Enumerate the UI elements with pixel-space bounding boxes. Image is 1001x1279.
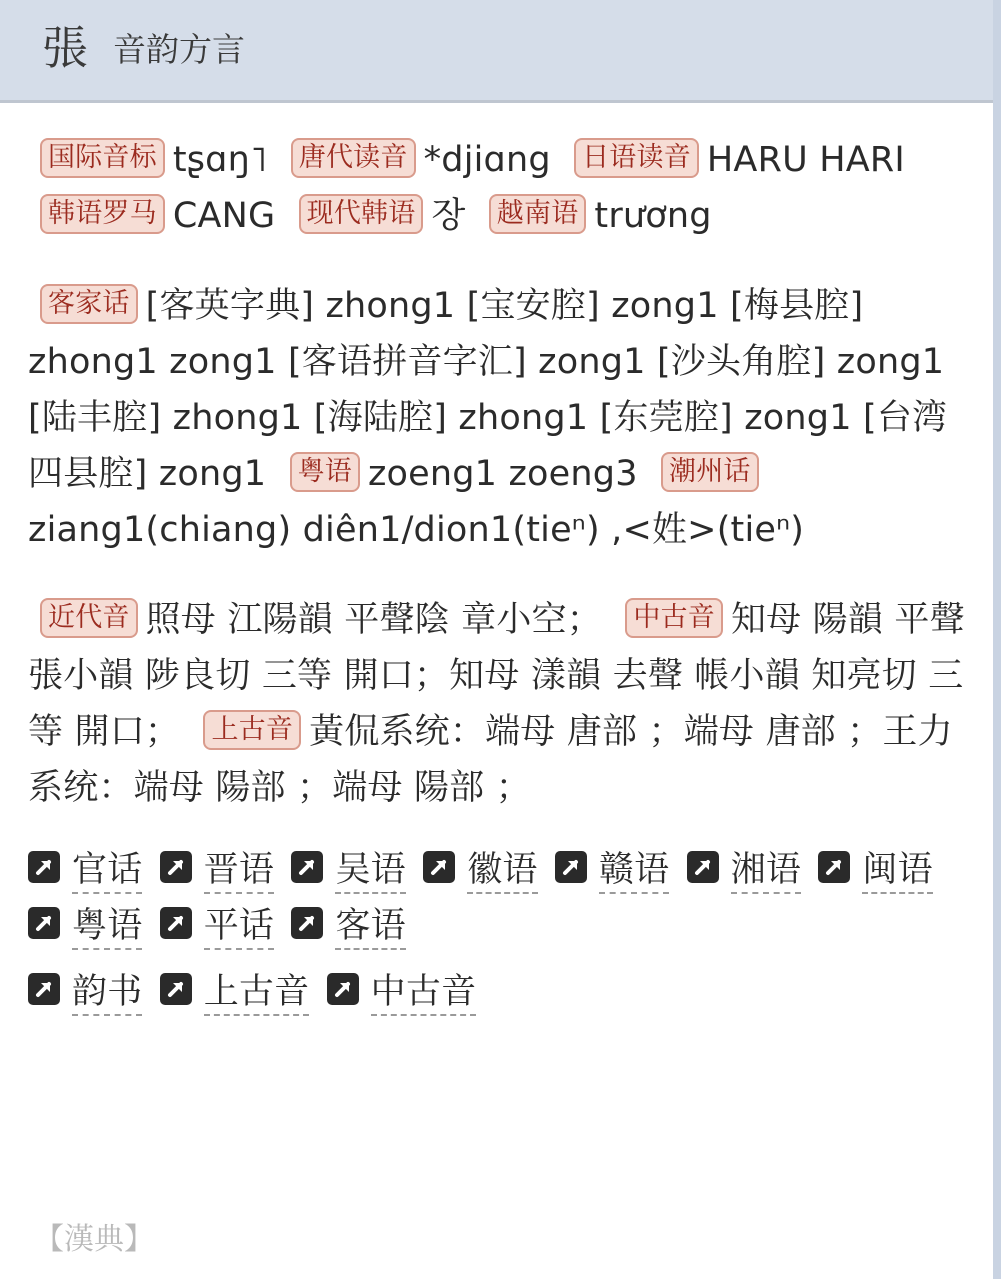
external-link-icon (818, 851, 850, 883)
phonology-link[interactable] (327, 964, 477, 1020)
phonology-link[interactable] (160, 964, 310, 1020)
dialect-links (28, 842, 968, 954)
tag-early-modern: 近代音 (40, 598, 138, 638)
value-teochew: ziang1(chiang) diên1/dion1(tieⁿ) ,<姓>(tieⁿ) (28, 510, 805, 550)
header-bar (0, 0, 993, 103)
tag-old-chinese: 上古音 (203, 710, 301, 750)
dialect-link[interactable] (291, 842, 405, 898)
value-modern-korean: 장 (431, 196, 466, 236)
value-middle-chinese: 知母 陽韻 平聲 張小韻 陟良切 三等 開口；知母 漾韻 去聲 帳小韻 知亮切 三等 開口； (28, 600, 965, 752)
value-old-chinese: 黃侃系统：端母 唐部 ；端母 唐部 ；王力系统：端母 陽部 ；端母 陽部 ； (28, 712, 953, 808)
external-link-icon (291, 907, 323, 939)
tag-korean-roman: 韩语罗马 (40, 194, 165, 234)
tag-middle-chinese: 中古音 (625, 598, 723, 638)
dialect-link-label: 湘语 (731, 850, 801, 894)
phonology-links (28, 964, 968, 1020)
dialect-paragraph (28, 278, 968, 558)
dialect-link[interactable] (291, 898, 405, 954)
tag-tang: 唐代读音 (291, 138, 416, 178)
external-link-icon (28, 973, 60, 1005)
tag-hakka: 客家话 (40, 284, 138, 324)
tag-vietnamese: 越南语 (489, 194, 587, 234)
phonology-link-label: 中古音 (371, 972, 477, 1016)
header-character: 張 (42, 21, 88, 75)
header-title: 音韵方言 (113, 30, 245, 69)
value-japanese: HARU HARI (706, 140, 905, 180)
value-early-modern: 照母 江陽韻 平聲陰 章小空； (145, 600, 602, 640)
external-link-icon (28, 907, 60, 939)
external-link-icon (291, 851, 323, 883)
phonology-link-label: 韵书 (72, 972, 142, 1016)
dialect-link-label: 徽语 (467, 850, 537, 894)
dialect-link-label: 晋语 (204, 850, 274, 894)
value-hakka: [客英字典] zhong1 [宝安腔] zong1 [梅县腔] zhong1 zong1 [客语拼音字汇] zong1 [沙头角腔] zong1 [陆丰腔] zhong1 [海陆腔] zhong1 [东莞腔] zong1 [台湾四县腔] zong1 (28, 286, 948, 494)
external-link-icon (160, 851, 192, 883)
dialect-link-label: 闽语 (862, 850, 932, 894)
dialect-link[interactable] (28, 842, 142, 898)
dialect-link-label: 吴语 (335, 850, 405, 894)
dialect-link[interactable] (818, 842, 932, 898)
external-link-icon (327, 973, 359, 1005)
dialect-link[interactable] (687, 842, 801, 898)
tag-modern-korean: 现代韩语 (299, 194, 424, 234)
external-link-icon (555, 851, 587, 883)
phonology-link[interactable] (28, 964, 142, 1020)
phonology-link-label: 上古音 (204, 972, 310, 1016)
external-link-icon (28, 851, 60, 883)
tag-cantonese: 粤语 (290, 452, 360, 492)
dialect-link[interactable] (28, 898, 142, 954)
content (28, 132, 968, 1020)
dialect-link[interactable] (160, 842, 274, 898)
value-cantonese: zoeng1 zoeng3 (367, 454, 638, 494)
value-vietnamese: trương (594, 196, 712, 236)
value-ipa: tʂɑŋ˥ (172, 140, 268, 180)
tag-japanese: 日语读音 (574, 138, 699, 178)
dialect-link-label: 粤语 (72, 906, 142, 950)
dialect-link[interactable] (423, 842, 537, 898)
dialect-link-label: 客语 (335, 906, 405, 950)
dialect-link[interactable] (160, 898, 274, 954)
phonology-paragraph (28, 592, 968, 816)
pronunciation-paragraph (28, 132, 968, 244)
value-korean-roman: CANG (172, 196, 276, 236)
external-link-icon (687, 851, 719, 883)
source-footer: 【漢典】 (34, 1222, 154, 1257)
external-link-icon (423, 851, 455, 883)
dialect-link-label: 平话 (204, 906, 274, 950)
tag-teochew: 潮州话 (661, 452, 759, 492)
dialect-link[interactable] (555, 842, 669, 898)
external-link-icon (160, 973, 192, 1005)
tag-ipa: 国际音标 (40, 138, 165, 178)
value-tang: *djiɑng (423, 140, 551, 180)
dialect-link-label: 赣语 (599, 850, 669, 894)
external-link-icon (160, 907, 192, 939)
dialect-link-label: 官话 (72, 850, 142, 894)
